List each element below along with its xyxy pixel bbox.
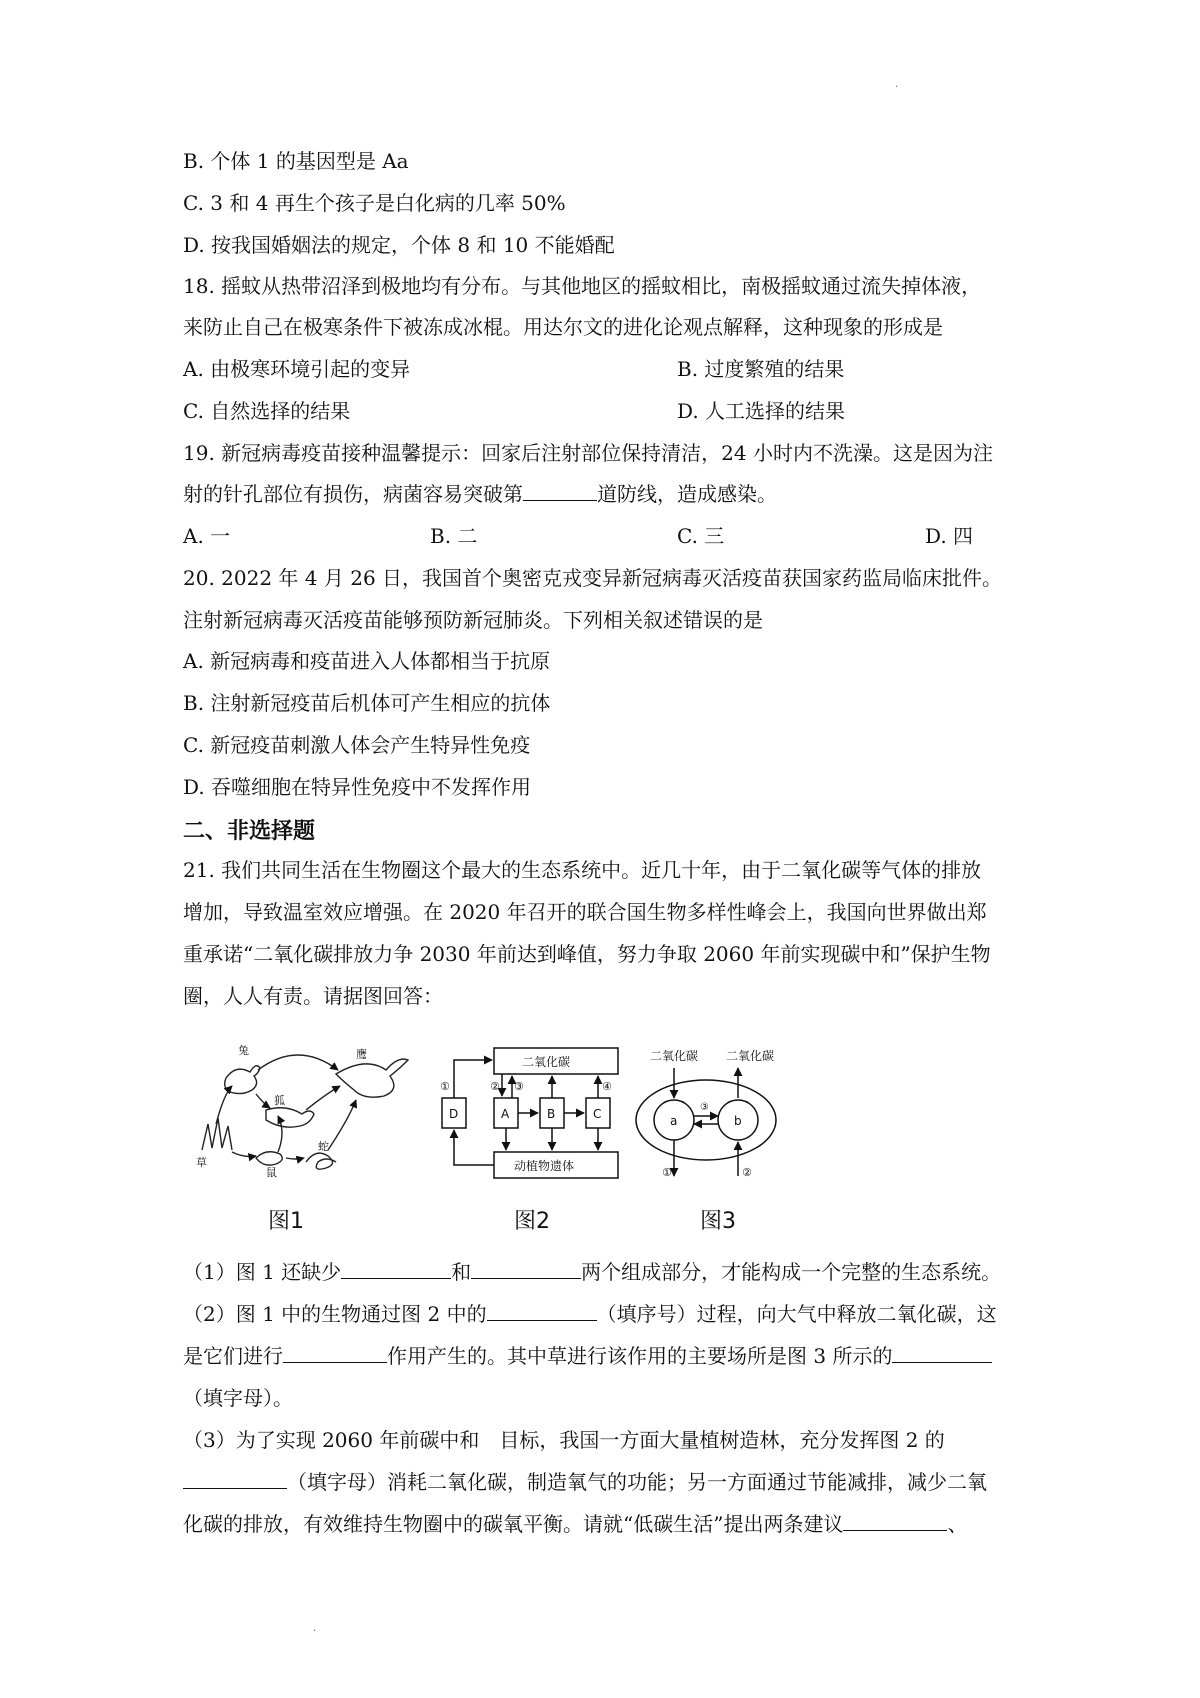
label-d: D	[449, 1107, 459, 1121]
q21-sub2-text-b: （填序号）过程，向大气中释放二氧化碳，这	[596, 1302, 997, 1326]
figure2-caption: 图2	[514, 1209, 550, 1234]
q21-sub2-text-c: 是它们进行	[183, 1344, 283, 1368]
q21-sub1	[183, 1258, 1001, 1286]
label-step-3: ③	[514, 1080, 524, 1093]
q20-stem-line2: 注射新冠病毒灭活疫苗能够预防新冠肺炎。下列相关叙述错误的是	[183, 608, 763, 632]
label-snake: 蛇	[318, 1140, 329, 1153]
q21-sub3-line1: （3）为了实现 2060 年前碳中和 目标，我国一方面大量植树造林，充分发挥图 2 的	[183, 1428, 945, 1452]
label-c: C	[593, 1107, 602, 1121]
label-co2-left: 二氧化碳	[650, 1049, 699, 1063]
q19-stem-line1: 19. 新冠病毒疫苗接种温馨提示：回家后注射部位保持清洁，24 小时内不洗澡。这是因为注	[183, 441, 993, 465]
q21-sub3-text-c: 化碳的排放，有效维持生物圈中的碳氧平衡。请就“低碳生活”提出两条建议	[183, 1512, 844, 1536]
q19-option-c: C. 三	[677, 524, 725, 548]
q21-sub3-line2	[183, 1468, 987, 1496]
q21-sub2-line2	[183, 1342, 992, 1370]
q19-stem-text-a: 射的针孔部位有损伤，病菌容易突破第	[183, 482, 523, 506]
q21-sub1-blank-2[interactable]	[471, 1258, 581, 1279]
snake-sketch	[306, 1153, 336, 1169]
q21-sub3-blank-1[interactable]	[183, 1468, 287, 1489]
q21-sub2-blank-2[interactable]	[283, 1342, 387, 1363]
q21-sub3-text-d: 、	[947, 1512, 968, 1536]
q19-option-b: B. 二	[430, 524, 478, 548]
q21-sub2-blank-3[interactable]	[892, 1342, 992, 1363]
figure1-caption: 图1	[268, 1209, 304, 1234]
figure3-organelles	[636, 1068, 776, 1176]
q19-option-a: A. 一	[183, 524, 231, 548]
q21-sub1-text-b: 和	[451, 1260, 472, 1284]
label-path-2: ②	[742, 1166, 752, 1179]
label-grass: 草	[196, 1156, 207, 1169]
q19-option-d: D. 四	[925, 524, 974, 548]
q19-stem-text-b: 道防线，造成感染。	[597, 482, 777, 506]
q21-sub2-line3: （填字母）。	[183, 1386, 293, 1410]
q18-stem-line1: 18. 摇蚊从热带沼泽到极地均有分布。与其他地区的摇蚊相比，南极摇蚊通过流失掉体液，	[183, 274, 982, 298]
q21-sub1-text-a: （1）图 1 还缺少	[183, 1260, 342, 1284]
q21-line4: 圈，人人有责。请据图回答：	[183, 984, 443, 1008]
eagle-sketch	[336, 1059, 408, 1097]
label-eagle: 鹰	[356, 1048, 367, 1061]
q18-stem-line2: 来防止自己在极寒条件下被冻成冰棍。用达尔文的进化论观点解释，这种现象的形成是	[183, 315, 943, 339]
figure1-food-web	[202, 1055, 408, 1169]
label-step-1: ①	[440, 1080, 450, 1093]
q20-option-b: B. 注射新冠疫苗后机体可产生相应的抗体	[183, 691, 551, 715]
mouse-sketch	[256, 1152, 282, 1165]
q21-sub3-line3	[183, 1510, 967, 1538]
q21-sub2-line1	[183, 1300, 997, 1328]
label-b: B	[547, 1107, 556, 1121]
label-path-3: ③	[700, 1102, 709, 1113]
q19-stem-line2	[183, 480, 777, 508]
scan-dot: ·	[313, 1626, 317, 1637]
q21-line1: 21. 我们共同生活在生物圈这个最大的生态系统中。近几十年，由于二氧化碳等气体的排放	[183, 858, 982, 882]
q17-option-d: D. 按我国婚姻法的规定，个体 8 和 10 不能婚配	[183, 233, 615, 257]
q21-sub2-blank-1[interactable]	[487, 1300, 597, 1321]
q19-answer-blank[interactable]	[523, 480, 597, 501]
label-co2: 二氧化碳	[522, 1055, 571, 1069]
label-rabbit: 兔	[238, 1044, 249, 1057]
label-organelle-b: b	[734, 1114, 742, 1128]
q17-option-b: B. 个体 1 的基因型是 Aa	[183, 149, 409, 173]
q20-stem-line1: 20. 2022 年 4 月 26 日，我国首个奥密克戎变异新冠病毒灭活疫苗获国家药监局临床批件。	[183, 566, 1003, 590]
q17-option-c: C. 3 和 4 再生个孩子是白化病的几率 50%	[183, 191, 566, 215]
label-organelle-a: a	[670, 1114, 678, 1128]
label-co2-right: 二氧化碳	[726, 1049, 775, 1063]
q21-line2: 增加，导致温室效应增强。在 2020 年召开的联合国生物多样性峰会上，我国向世界做出郑	[183, 900, 987, 924]
q18-option-b: B. 过度繁殖的结果	[677, 357, 845, 381]
q21-sub1-text-c: 两个组成部分，才能构成一个完整的生态系统。	[581, 1260, 1002, 1284]
label-fox: 狐	[274, 1094, 285, 1107]
q21-sub1-blank-1[interactable]	[341, 1258, 451, 1279]
fox-sketch	[266, 1108, 314, 1127]
figure1-labels	[196, 1043, 367, 1179]
q18-option-c: C. 自然选择的结果	[183, 399, 351, 423]
q20-option-a: A. 新冠病毒和疫苗进入人体都相当于抗原	[183, 649, 551, 673]
q21-line3: 重承诺“二氧化碳排放力争 2030 年前达到峰值，努力争取 2060 年前实现碳中和”保护生物	[183, 942, 991, 966]
q20-option-d: D. 吞噬细胞在特异性免疫中不发挥作用	[183, 775, 532, 799]
ecosystem-figures	[196, 1040, 796, 1240]
section-heading: 二、非选择题	[183, 819, 316, 844]
q21-sub3-text-b: （填字母）消耗二氧化碳，制造氧气的功能；另一方面通过节能减排，减少二氧	[287, 1470, 987, 1494]
label-remains: 动植物遗体	[514, 1159, 575, 1173]
label-step-4: ④	[602, 1080, 612, 1093]
figure3-caption: 图3	[700, 1209, 736, 1234]
q21-sub2-text-a: （2）图 1 中的生物通过图 2 中的	[183, 1302, 487, 1326]
label-mouse: 鼠	[266, 1166, 277, 1179]
label-path-1: ①	[662, 1166, 672, 1179]
q18-option-d: D. 人工选择的结果	[677, 399, 846, 423]
label-step-2: ②	[490, 1080, 500, 1093]
q20-option-c: C. 新冠疫苗刺激人体会产生特异性免疫	[183, 733, 531, 757]
q21-sub2-text-d: 作用产生的。其中草进行该作用的主要场所是图 3 所示的	[387, 1344, 893, 1368]
label-a: A	[501, 1107, 510, 1121]
q18-option-a: A. 由极寒环境引起的变异	[183, 357, 411, 381]
scan-dot: ·	[895, 82, 899, 93]
q21-sub3-blank-2[interactable]	[843, 1510, 947, 1531]
